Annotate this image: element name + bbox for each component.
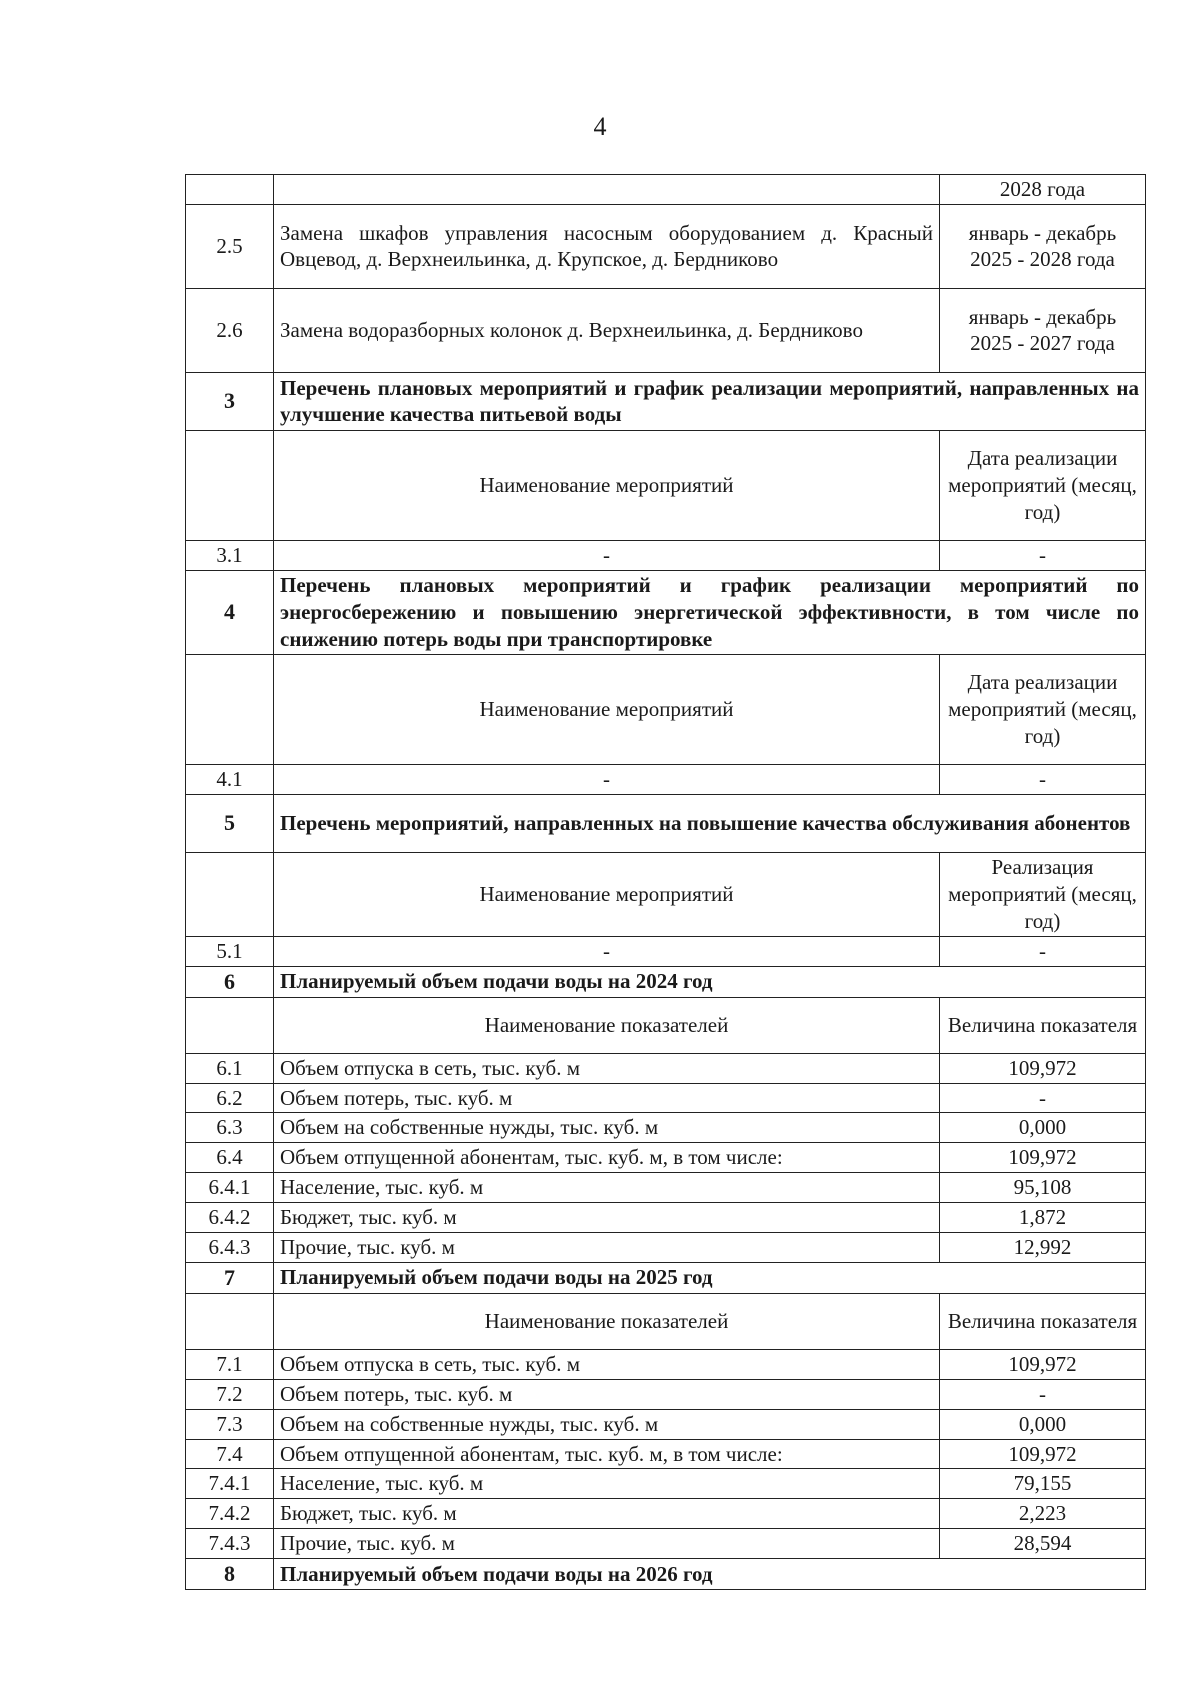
section-title: Перечень плановых мероприятий и график реализации мероприятий, направленных на улучшение качества питьевой воды — [274, 372, 1146, 430]
column-header-value: Величина показателя — [940, 1293, 1146, 1349]
empty-cell — [186, 1293, 274, 1349]
section-number: 5 — [186, 794, 274, 852]
row-number: 4.1 — [186, 764, 274, 794]
row-name: Объем на собственные нужды, тыс. куб. м — [274, 1409, 940, 1439]
row-number: 7.4.2 — [186, 1499, 274, 1529]
row-name: Замена водоразборных колонок д. Верхнеильинка, д. Бердниково — [274, 288, 940, 372]
measures-table — [185, 174, 1146, 1590]
row-value: 109,972 — [940, 1439, 1146, 1469]
table-row — [186, 1439, 1146, 1469]
row-name: - — [274, 540, 940, 570]
column-header-value: Величина показателя — [940, 997, 1146, 1053]
column-header-row — [186, 997, 1146, 1053]
row-number: 7.2 — [186, 1379, 274, 1409]
row-number: 3.1 — [186, 540, 274, 570]
row-value: 79,155 — [940, 1469, 1146, 1499]
row-number: 6.4.3 — [186, 1232, 274, 1262]
row-number: 7.4.3 — [186, 1529, 274, 1559]
table-row — [186, 1379, 1146, 1409]
row-date: - — [940, 936, 1146, 966]
empty-cell — [186, 430, 274, 540]
row-number: 7.4.1 — [186, 1469, 274, 1499]
row-value: 109,972 — [940, 1349, 1146, 1379]
column-header-name: Наименование мероприятий — [274, 654, 940, 764]
table-row — [186, 540, 1146, 570]
row-value: 109,972 — [940, 1053, 1146, 1083]
table-row — [186, 204, 1146, 288]
row-value: 0,000 — [940, 1113, 1146, 1143]
row-value: 0,000 — [940, 1409, 1146, 1439]
row-name: Бюджет, тыс. куб. м — [274, 1499, 940, 1529]
row-name: - — [274, 936, 940, 966]
section-header-row — [186, 1559, 1146, 1590]
row-date: 2028 года — [940, 175, 1146, 205]
row-name: Население, тыс. куб. м — [274, 1173, 940, 1203]
row-number: 6.4.2 — [186, 1203, 274, 1233]
column-header-row — [186, 654, 1146, 764]
section-title: Перечень плановых мероприятий и график реализации мероприятий по энергосбережению и повышению энергетической эффективности, в том числе по снижению потерь воды при транспортировке — [274, 570, 1146, 654]
row-name: Объем потерь, тыс. куб. м — [274, 1083, 940, 1113]
row-number: 6.4 — [186, 1143, 274, 1173]
row-number — [186, 175, 274, 205]
table-row — [186, 936, 1146, 966]
row-value: 28,594 — [940, 1529, 1146, 1559]
row-number: 6.2 — [186, 1083, 274, 1113]
table-row — [186, 1409, 1146, 1439]
row-name: Население, тыс. куб. м — [274, 1469, 940, 1499]
row-number: 6.4.1 — [186, 1173, 274, 1203]
column-header-date: Дата реализации мероприятий (месяц, год) — [940, 654, 1146, 764]
table-row — [186, 1143, 1146, 1173]
row-number: 5.1 — [186, 936, 274, 966]
section-header-row — [186, 372, 1146, 430]
table-row — [186, 764, 1146, 794]
table-row — [186, 1469, 1146, 1499]
row-value: 95,108 — [940, 1173, 1146, 1203]
table-row — [186, 1053, 1146, 1083]
empty-cell — [186, 997, 274, 1053]
table-row — [186, 1203, 1146, 1233]
column-header-date: Дата реализации мероприятий (месяц, год) — [940, 430, 1146, 540]
section-number: 4 — [186, 570, 274, 654]
section-title: Планируемый объем подачи воды на 2024 год — [274, 966, 1146, 997]
row-date: январь - декабрь 2025 - 2027 года — [940, 288, 1146, 372]
section-header-row — [186, 1262, 1146, 1293]
row-number: 7.4 — [186, 1439, 274, 1469]
row-name: Объем на собственные нужды, тыс. куб. м — [274, 1113, 940, 1143]
row-number: 6.1 — [186, 1053, 274, 1083]
table-row — [186, 1349, 1146, 1379]
row-value: - — [940, 1083, 1146, 1113]
table-row — [186, 1529, 1146, 1559]
table-row — [186, 288, 1146, 372]
section-number: 3 — [186, 372, 274, 430]
row-name: Объем отпуска в сеть, тыс. куб. м — [274, 1053, 940, 1083]
row-name: Объем отпущенной абонентам, тыс. куб. м, в том числе: — [274, 1439, 940, 1469]
section-title: Перечень мероприятий, направленных на повышение качества обслуживания абонентов — [274, 794, 1146, 852]
section-header-row — [186, 794, 1146, 852]
row-name: Замена шкафов управления насосным оборудованием д. Красный Овцевод, д. Верхнеильинка, д. Крупское, д. Бердниково — [274, 204, 940, 288]
row-number: 6.3 — [186, 1113, 274, 1143]
table-row — [186, 175, 1146, 205]
table-row — [186, 1499, 1146, 1529]
row-date: январь - декабрь 2025 - 2028 года — [940, 204, 1146, 288]
row-name — [274, 175, 940, 205]
row-value: 109,972 — [940, 1143, 1146, 1173]
section-title: Планируемый объем подачи воды на 2025 год — [274, 1262, 1146, 1293]
page-number: 4 — [593, 112, 607, 141]
column-header-row — [186, 1293, 1146, 1349]
row-name: - — [274, 764, 940, 794]
row-number: 2.5 — [186, 204, 274, 288]
row-number: 2.6 — [186, 288, 274, 372]
empty-cell — [186, 654, 274, 764]
row-number: 7.1 — [186, 1349, 274, 1379]
section-title: Планируемый объем подачи воды на 2026 год — [274, 1559, 1146, 1590]
column-header-row — [186, 430, 1146, 540]
empty-cell — [186, 852, 274, 936]
column-header-name: Наименование мероприятий — [274, 852, 940, 936]
row-value: 1,872 — [940, 1203, 1146, 1233]
row-date: - — [940, 764, 1146, 794]
row-name: Объем отпуска в сеть, тыс. куб. м — [274, 1349, 940, 1379]
column-header-name: Наименование мероприятий — [274, 430, 940, 540]
row-name: Объем отпущенной абонентам, тыс. куб. м, в том числе: — [274, 1143, 940, 1173]
section-number: 6 — [186, 966, 274, 997]
column-header-name: Наименование показателей — [274, 1293, 940, 1349]
row-value: 2,223 — [940, 1499, 1146, 1529]
table-row — [186, 1083, 1146, 1113]
column-header-name: Наименование показателей — [274, 997, 940, 1053]
row-value: - — [940, 1379, 1146, 1409]
table-row — [186, 1232, 1146, 1262]
column-header-row — [186, 852, 1146, 936]
row-name: Прочие, тыс. куб. м — [274, 1232, 940, 1262]
section-header-row — [186, 966, 1146, 997]
section-number: 7 — [186, 1262, 274, 1293]
row-name: Бюджет, тыс. куб. м — [274, 1203, 940, 1233]
row-value: 12,992 — [940, 1232, 1146, 1262]
section-number: 8 — [186, 1559, 274, 1590]
row-name: Объем потерь, тыс. куб. м — [274, 1379, 940, 1409]
row-number: 7.3 — [186, 1409, 274, 1439]
row-name: Прочие, тыс. куб. м — [274, 1529, 940, 1559]
row-date: - — [940, 540, 1146, 570]
column-header-date: Реализация мероприятий (месяц, год) — [940, 852, 1146, 936]
section-header-row — [186, 570, 1146, 654]
table-row — [186, 1173, 1146, 1203]
table-row — [186, 1113, 1146, 1143]
